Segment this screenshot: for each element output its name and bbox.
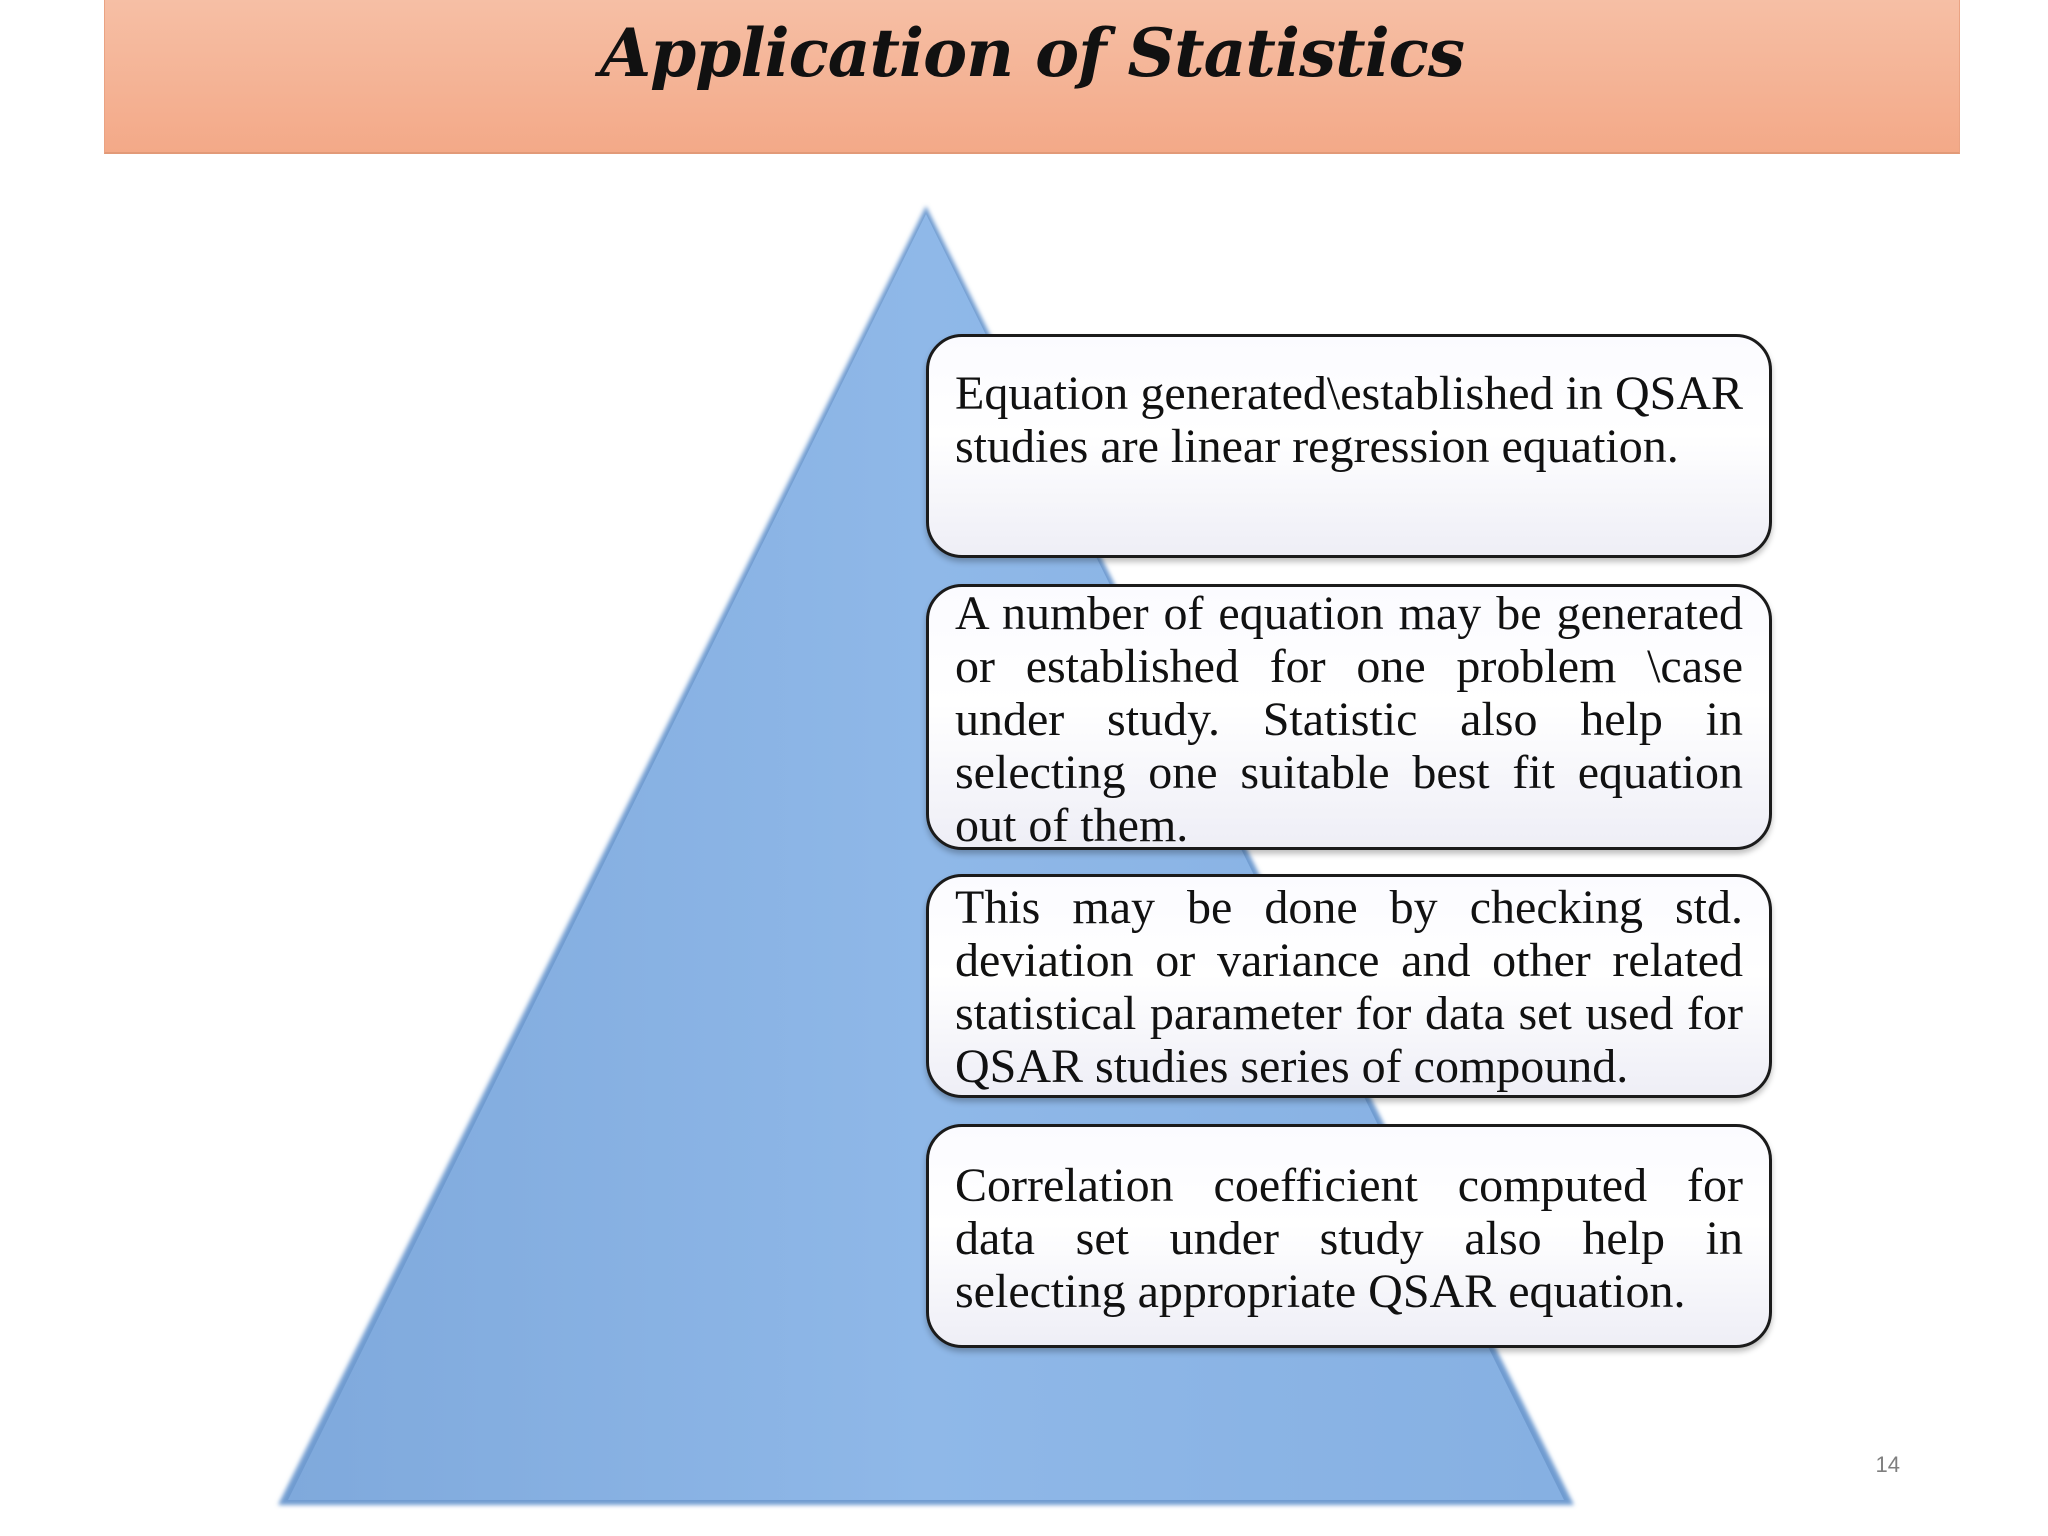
text-box-2-text: A number of equation may be generated or established for one problem \case under study. Statistic also help in selecting one suitable best fit equation out of them. <box>955 587 1743 852</box>
text-box-4 <box>926 1124 1772 1348</box>
text-box-2 <box>926 584 1772 850</box>
page-number: 14 <box>1875 1452 1900 1477</box>
text-box-1-text: Equation generated\established in QSAR studies are linear regression equation. <box>955 367 1743 473</box>
text-box-4-text: Correlation coefficient computed for data set under study also help in selecting appropriate QSAR equation. <box>955 1159 1743 1318</box>
text-box-1 <box>926 334 1772 558</box>
text-box-3 <box>926 874 1772 1098</box>
slide-title: Application of Statistics <box>599 14 1465 92</box>
text-box-3-text: This may be done by checking std. deviation or variance and other related statistical parameter for data set used for QSAR studies series of compound. <box>955 881 1743 1093</box>
